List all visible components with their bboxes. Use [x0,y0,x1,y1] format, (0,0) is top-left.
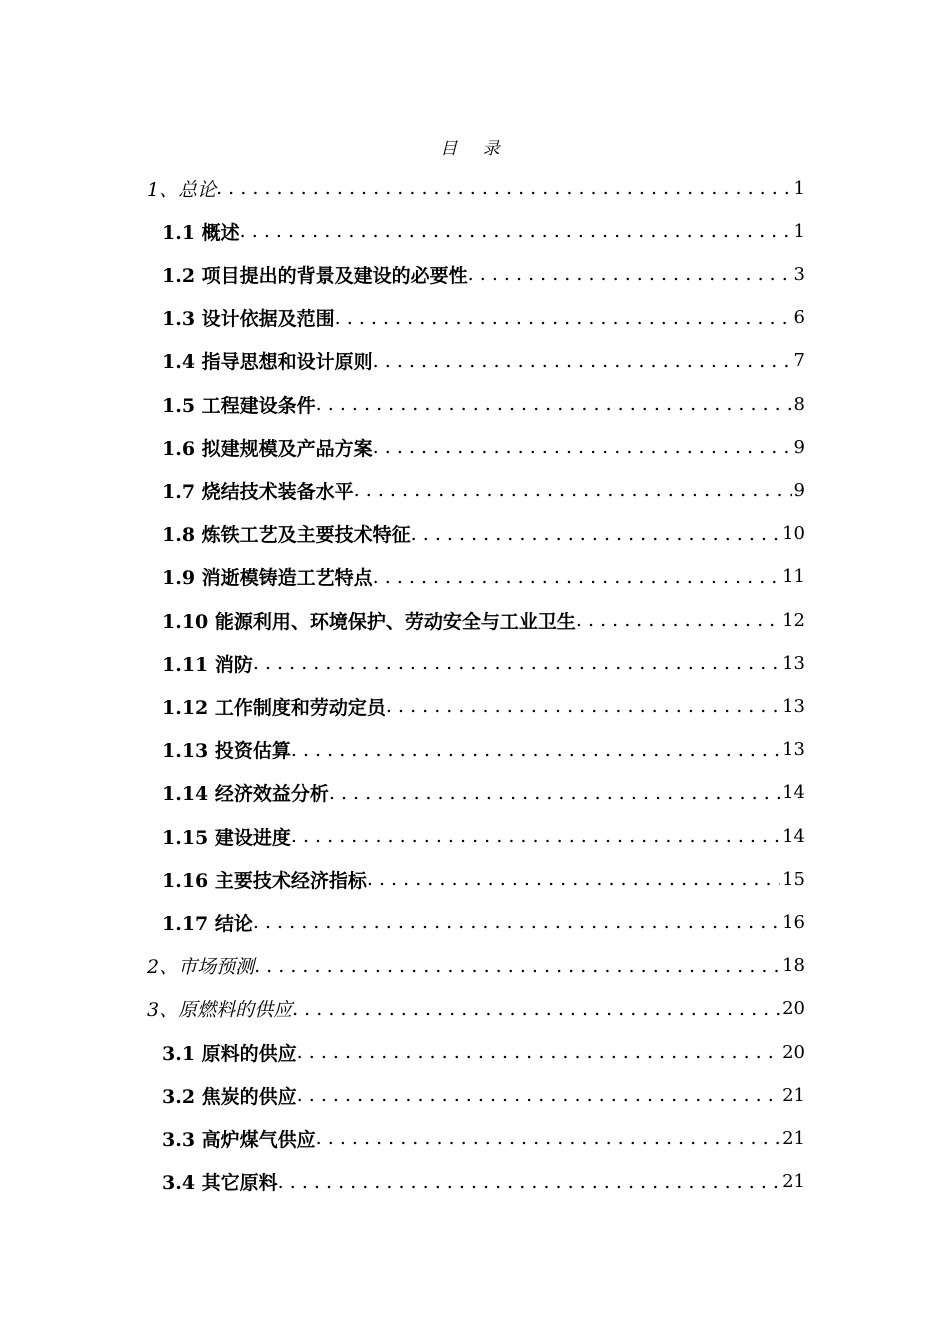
toc-entry-page-number: 13 [782,695,805,717]
toc-entry-page-number: 21 [782,1084,805,1106]
toc-dot-leader [373,350,792,372]
toc-entry-label: 1.15 建设进度 [162,826,291,849]
toc-entry-label: 3.4 其它原料 [162,1172,278,1195]
toc-entry[interactable] [162,559,805,595]
toc-entry-label: 1.6 拟建规模及产品方案 [162,437,373,460]
toc-entry-page-number: 15 [782,868,805,890]
toc-entry-page-number: 3 [793,263,805,285]
toc-entry[interactable] [162,861,805,897]
toc-entry-label: 1.17 结论 [162,912,253,935]
toc-entry-label: 2、市场预测 [147,956,255,979]
toc-dot-leader [253,652,780,674]
toc-entry-label: 1.7 烧结技术装备水平 [162,480,354,503]
toc-dot-leader [292,998,780,1020]
toc-entry-page-number: 14 [782,782,805,804]
toc-dot-leader [335,307,792,329]
toc-entry[interactable] [162,1077,805,1113]
toc-entry-page-number: 11 [782,566,805,588]
toc-entry[interactable] [147,991,805,1027]
toc-entry-label: 1.11 消防 [162,653,253,676]
toc-dot-leader [468,263,792,285]
toc-entry[interactable] [162,472,805,508]
toc-entry-label: 3.2 焦炭的供应 [162,1085,297,1108]
toc-entry-label: 1.5 工程建设条件 [162,394,316,417]
toc-entry-page-number: 13 [782,652,805,674]
toc-entry[interactable] [162,645,805,681]
toc-dot-leader [291,739,780,761]
toc-dot-leader [216,177,791,199]
toc-entry-page-number: 6 [793,307,805,329]
toc-entry[interactable] [162,602,805,638]
toc-entry[interactable] [162,818,805,854]
toc-entry-label: 3、原燃料的供应 [147,999,293,1022]
toc-entry-page-number: 20 [782,1041,805,1063]
toc-entry-label: 1.2 项目提出的背景及建设的必要性 [162,264,468,287]
toc-entry[interactable] [162,1164,805,1200]
toc-dot-leader [367,868,780,890]
toc-entry[interactable] [162,300,805,336]
toc-entry-page-number: 9 [793,436,805,458]
toc-entry-label: 1.10 能源利用、环境保护、劳动安全与工业卫生 [162,610,576,633]
toc-entry-page-number: 16 [782,911,805,933]
toc-entry-label: 3.3 高炉煤气供应 [162,1128,316,1151]
toc-dot-leader [373,436,792,458]
toc-entry[interactable] [162,775,805,811]
toc-dot-leader [354,479,792,501]
toc-entry-label: 1.16 主要技术经济指标 [162,869,367,892]
toc-dot-leader [253,911,780,933]
toc-entry[interactable] [162,904,805,940]
toc-title: 目 录 [440,139,510,159]
toc-entry[interactable] [162,213,805,249]
toc-dot-leader [297,1041,780,1063]
toc-entry-page-number: 10 [782,523,805,545]
toc-dot-leader [240,220,792,242]
toc-dot-leader [386,695,780,717]
toc-entry[interactable] [147,948,805,984]
toc-entry-page-number: 9 [793,479,805,501]
toc-entry-label: 1.1 概述 [162,221,240,244]
toc-entry-page-number: 1 [793,177,805,199]
toc-entry-page-number: 8 [793,393,805,415]
toc-entry-page-number: 14 [782,825,805,847]
toc-entry-label: 1.14 经济效益分析 [162,783,329,806]
toc-dot-leader [411,523,780,545]
toc-entry-page-number: 18 [782,955,805,977]
toc-entry[interactable] [162,429,805,465]
toc-entry-page-number: 21 [782,1171,805,1193]
toc-dot-leader [254,955,780,977]
toc-entry-label: 1.13 投资估算 [162,740,291,763]
toc-entry-label: 1.12 工作制度和劳动定员 [162,696,386,719]
toc-entry-page-number: 12 [782,609,805,631]
toc-entry-label: 1.3 设计依据及范围 [162,308,335,331]
toc-dot-leader [373,566,780,588]
toc-entry[interactable] [162,688,805,724]
toc-entry-page-number: 7 [793,350,805,372]
toc-entry-page-number: 20 [782,998,805,1020]
toc-entry-page-number: 1 [793,220,805,242]
toc-entry[interactable] [162,732,805,768]
toc-entry[interactable] [162,386,805,422]
toc-entry-label: 1.9 消逝模铸造工艺特点 [162,567,373,590]
toc-dot-leader [316,1127,780,1149]
toc-entry[interactable] [162,256,805,292]
toc-dot-leader [329,782,780,804]
toc-entry[interactable] [147,170,805,206]
toc-entry[interactable] [162,1034,805,1070]
toc-entry[interactable] [162,516,805,552]
toc-dot-leader [297,1084,780,1106]
toc-entry-label: 3.1 原料的供应 [162,1042,297,1065]
toc-dot-leader [316,393,792,415]
toc-dot-leader [291,825,780,847]
toc-entry-label: 1.8 炼铁工艺及主要技术特征 [162,524,411,547]
toc-dot-leader [576,609,780,631]
toc-entry-page-number: 21 [782,1127,805,1149]
toc-dot-leader [278,1171,780,1193]
toc-entry-label: 1、总论 [147,178,217,201]
toc-entry[interactable] [162,343,805,379]
toc-entry-page-number: 13 [782,739,805,761]
toc-entry[interactable] [162,1120,805,1156]
toc-entry-label: 1.4 指导思想和设计原则 [162,351,373,374]
